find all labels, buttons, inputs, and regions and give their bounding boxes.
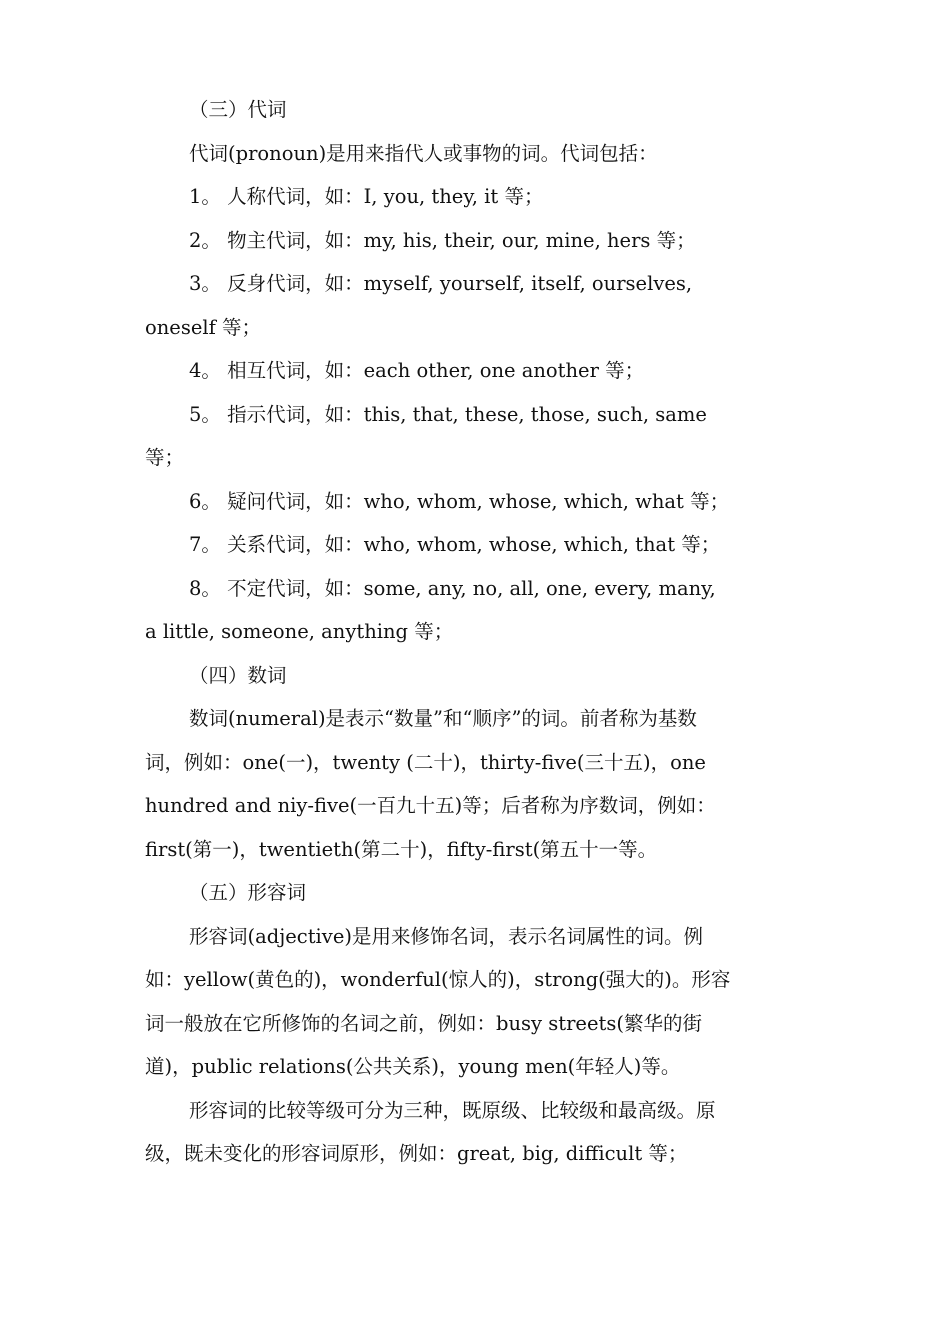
paragraph-line: 如：yellow(黄色的)，wonderful(惊人的)，strong(强大的)。形容 bbox=[145, 968, 731, 991]
list-item: 3。 反身代词，如：myself, yourself, itself, ourselves, bbox=[189, 272, 693, 295]
paragraph-line: 词，例如：one(一)，twenty (二十)，thirty-five(三十五)，one bbox=[145, 750, 706, 774]
list-item: 5。 指示代词，如：this, that, these, those, such, same bbox=[189, 402, 707, 426]
section-heading-pronoun: （三）代词 bbox=[189, 98, 287, 121]
list-item-continuation: 等； bbox=[145, 446, 185, 469]
list-item-continuation: a little, someone, anything 等； bbox=[145, 620, 454, 643]
list-item: 4。 相互代词，如：each other, one another 等； bbox=[189, 359, 645, 382]
paragraph-line: first(第一)，twentieth(第二十)，fifty-first(第五十一等。 bbox=[145, 837, 658, 861]
list-item: 7。 关系代词，如：who, whom, whose, which, that 等； bbox=[189, 533, 721, 556]
paragraph-line: 代词(pronoun)是用来指代人或事物的词。代词包括： bbox=[189, 141, 658, 165]
paragraph-line: 词一般放在它所修饰的名词之前，例如：busy streets(繁华的街 bbox=[145, 1011, 702, 1035]
list-item: 6。 疑问代词，如：who, whom, whose, which, what 等； bbox=[189, 489, 730, 513]
list-item: 1。 人称代词，如：I, you, they, it 等； bbox=[189, 185, 544, 208]
section-heading-adjective: （五）形容词 bbox=[189, 881, 307, 904]
section-heading-numeral: （四）数词 bbox=[189, 663, 287, 687]
paragraph-line: 级，既未变化的形容词原形，例如：great, big, difficult 等； bbox=[145, 1142, 688, 1165]
paragraph-line: 数词(numeral)是表示“数量”和“顺序”的词。前者称为基数 bbox=[189, 707, 697, 730]
paragraph-line: 形容词(adjective)是用来修饰名词，表示名词属性的词。例 bbox=[189, 924, 703, 948]
paragraph-line: hundred and niy-five(一百九十五)等；后者称为序数词，例如： bbox=[145, 794, 716, 817]
document-body bbox=[145, 88, 810, 1176]
list-item: 8。 不定代词，如：some, any, no, all, one, every, many, bbox=[189, 576, 716, 600]
list-item-continuation: oneself 等； bbox=[145, 315, 262, 339]
paragraph-line: 形容词的比较等级可分为三种，既原级、比较级和最高级。原 bbox=[189, 1098, 716, 1122]
paragraph-line: 道)，public relations(公共关系)，young men(年轻人)等。 bbox=[145, 1055, 681, 1078]
list-item: 2。 物主代词，如：my, his, their, our, mine, hers 等； bbox=[189, 228, 696, 252]
